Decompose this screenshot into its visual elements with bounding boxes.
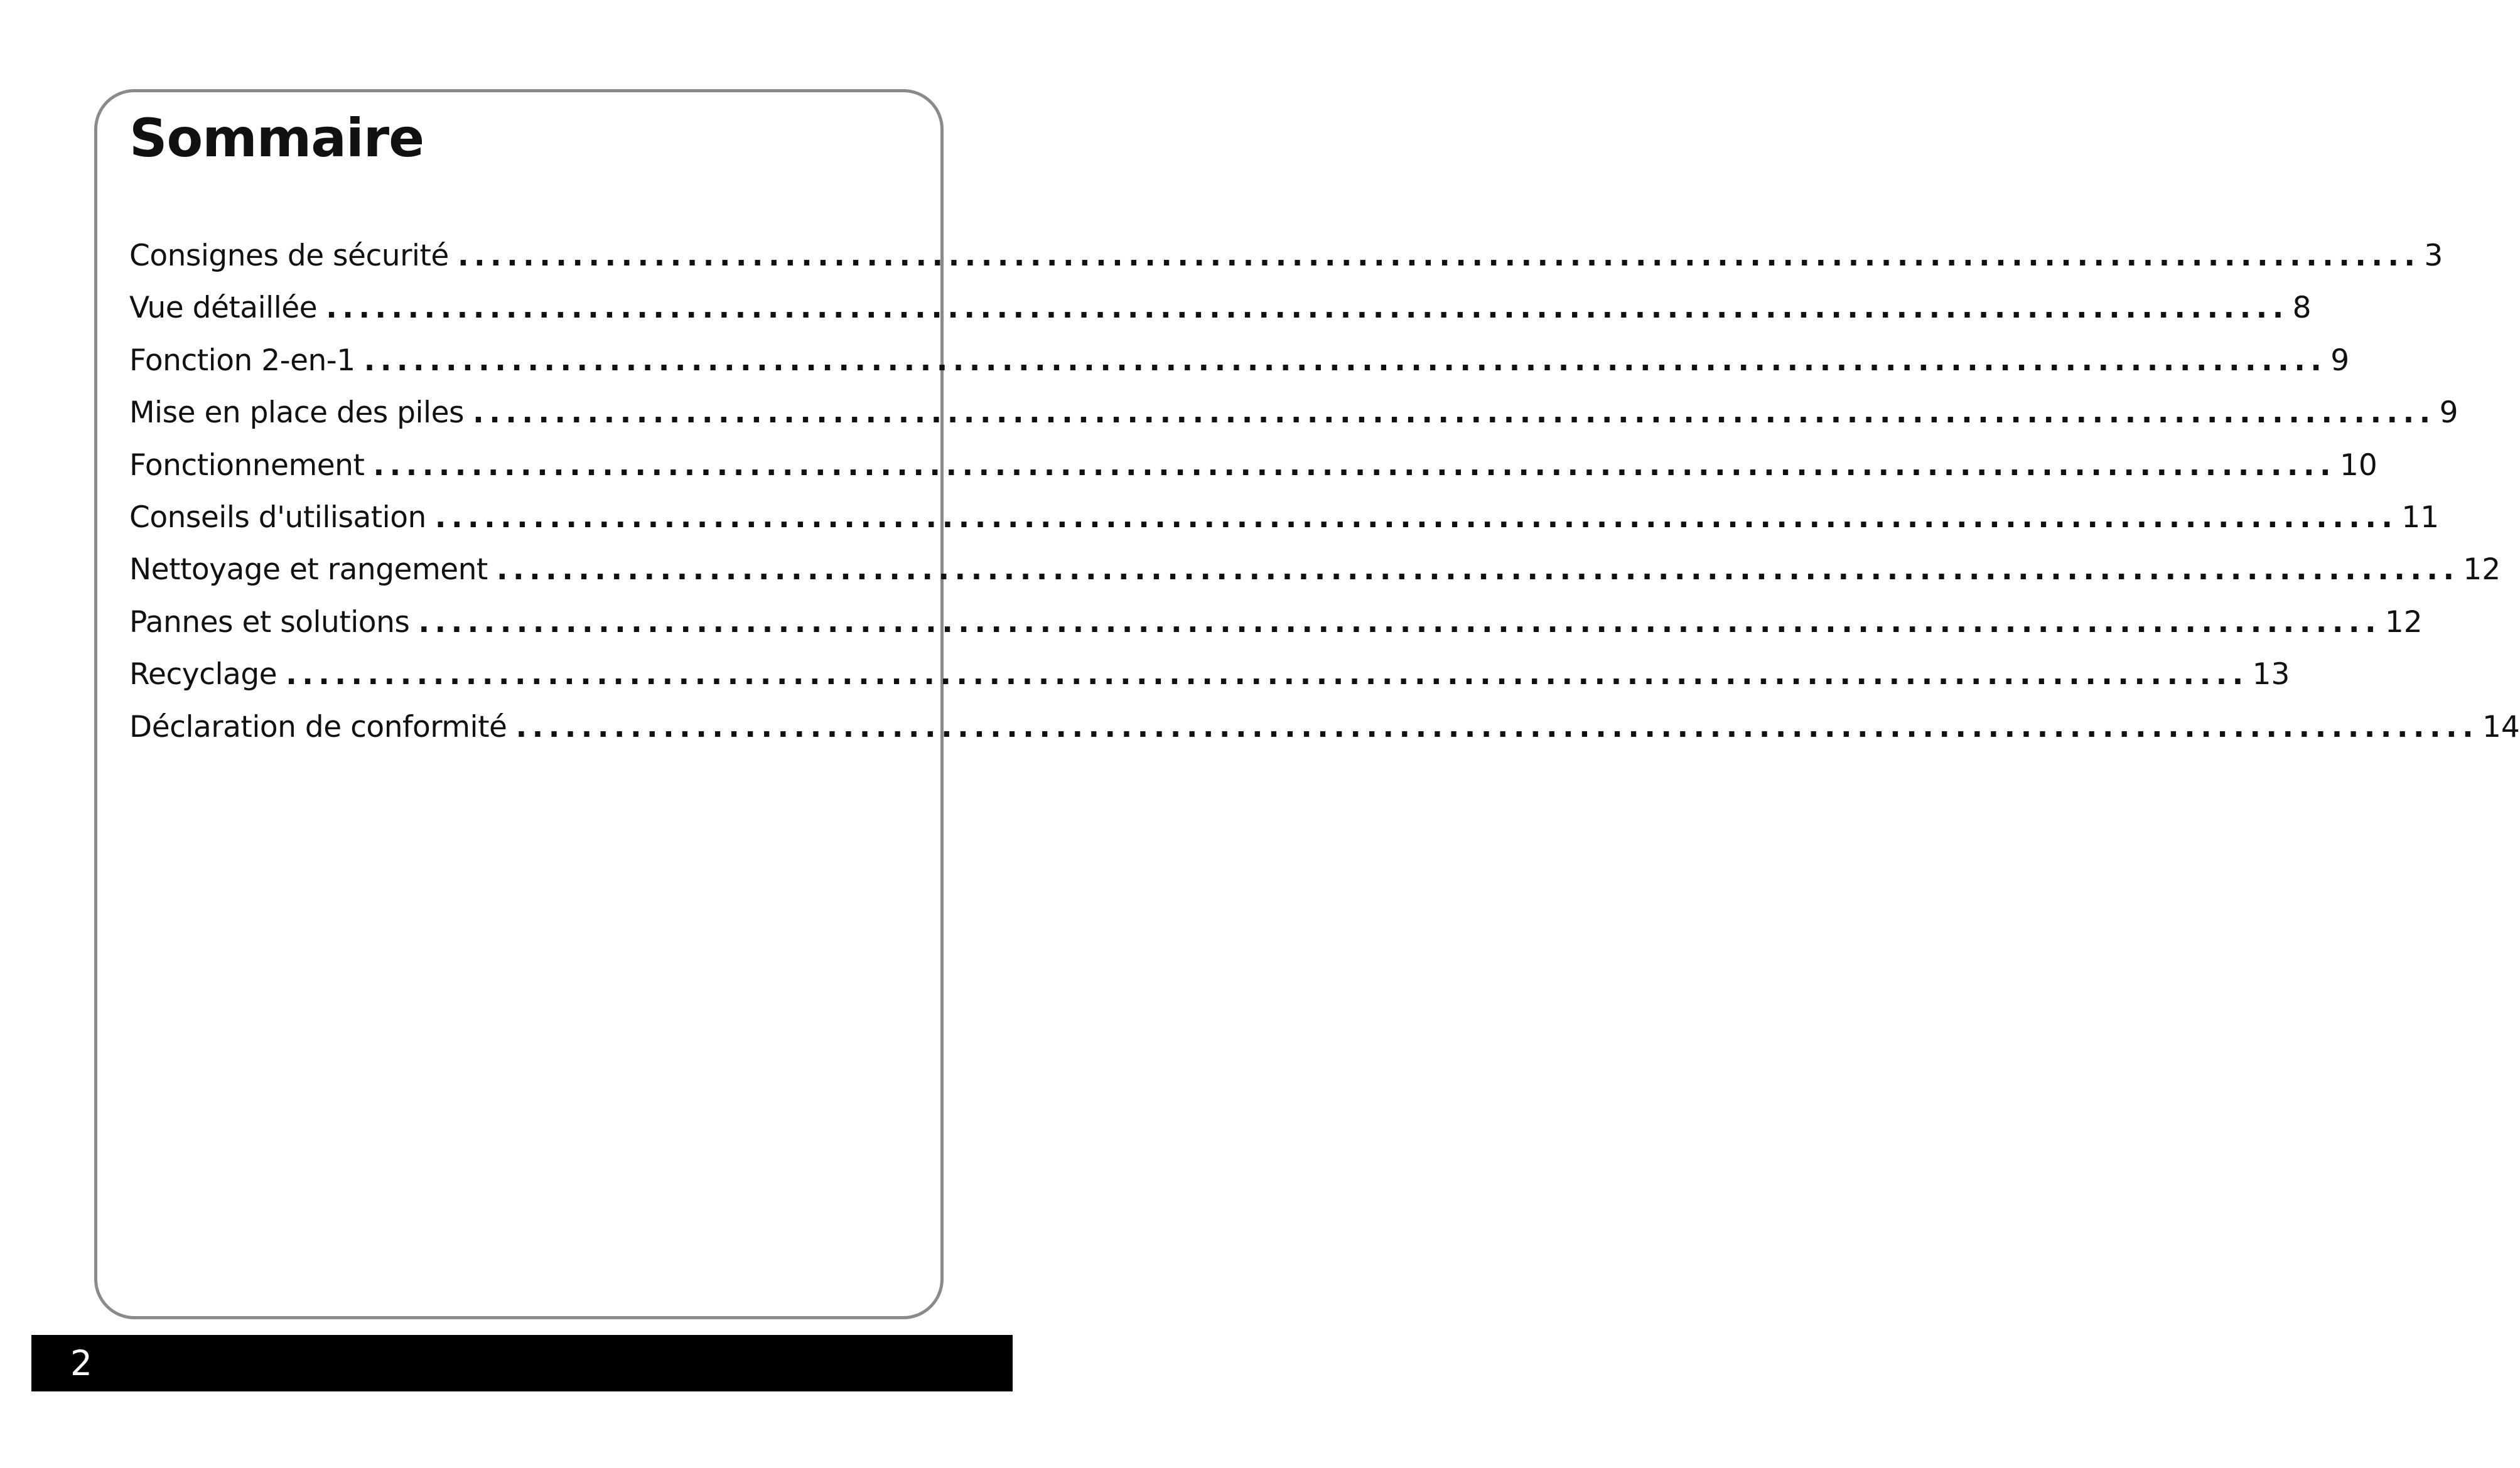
toc-entry-fonction-2-en-1[interactable] bbox=[129, 335, 2350, 387]
toc-entry-declaration-de-conformite[interactable] bbox=[129, 701, 2520, 753]
toc-entry-label: Conseils d'utilisation bbox=[129, 500, 426, 535]
toc-entry-page: 10 bbox=[2339, 447, 2377, 483]
toc-entry-fonctionnement[interactable] bbox=[129, 439, 2377, 491]
page-title: Sommaire bbox=[129, 107, 424, 169]
toc-entry-label: Recyclage bbox=[129, 657, 277, 692]
dot-leader: ........................................................................................................................ bbox=[496, 552, 2460, 587]
dot-leader: ........................................................................................................................ bbox=[286, 657, 2249, 692]
toc-entry-page: 12 bbox=[2463, 552, 2501, 587]
dot-leader: ........................................................................................................................ bbox=[363, 343, 2327, 378]
toc-entry-page: 9 bbox=[2330, 343, 2350, 378]
toc-entry-label: Fonctionnement bbox=[129, 447, 365, 483]
dot-leader: ........................................................................................................................ bbox=[515, 709, 2479, 744]
toc-entry-conseils-d-utilisation[interactable] bbox=[129, 491, 2440, 544]
dot-leader: ........................................................................................................................ bbox=[418, 604, 2381, 640]
dot-leader: ........................................................................................................................ bbox=[473, 395, 2436, 431]
toc-entry-mise-en-place-des-piles[interactable] bbox=[129, 387, 2458, 439]
dot-leader: ........................................................................................................................ bbox=[373, 447, 2336, 483]
toc-entry-label: Déclaration de conformité bbox=[129, 709, 507, 744]
dot-leader: ........................................................................................................................ bbox=[434, 500, 2398, 535]
toc-entry-recyclage[interactable] bbox=[129, 648, 2290, 700]
toc-entry-label: Fonction 2-en-1 bbox=[129, 343, 355, 378]
dot-leader: ........................................................................................................................ bbox=[326, 291, 2289, 326]
toc-entry-page: 8 bbox=[2292, 291, 2312, 326]
toc-entry-page: 14 bbox=[2482, 709, 2520, 744]
toc-entry-label: Pannes et solutions bbox=[129, 604, 410, 640]
dot-leader: ........................................................................................................................ bbox=[457, 238, 2421, 273]
toc-entry-label: Nettoyage et rangement bbox=[129, 552, 488, 587]
toc-entry-vue-detaillee[interactable] bbox=[129, 282, 2312, 334]
toc-entry-pannes-et-solutions[interactable] bbox=[129, 596, 2423, 648]
toc-entry-nettoyage-et-rangement[interactable] bbox=[129, 544, 2501, 596]
toc-entry-page: 9 bbox=[2439, 395, 2458, 431]
toc-entry-page: 13 bbox=[2252, 657, 2290, 692]
page-number: 2 bbox=[70, 1343, 92, 1383]
toc-entry-page: 3 bbox=[2424, 238, 2443, 273]
toc-entry-label: Mise en place des piles bbox=[129, 395, 465, 431]
toc-entry-page: 12 bbox=[2384, 604, 2423, 640]
toc-list bbox=[129, 230, 2520, 753]
toc-entry-consignes-de-securite[interactable] bbox=[129, 230, 2443, 282]
footer-bar bbox=[31, 1335, 1013, 1391]
toc-entry-page: 11 bbox=[2401, 500, 2440, 535]
toc-entry-label: Vue détaillée bbox=[129, 291, 318, 326]
toc-entry-label: Consignes de sécurité bbox=[129, 238, 449, 273]
